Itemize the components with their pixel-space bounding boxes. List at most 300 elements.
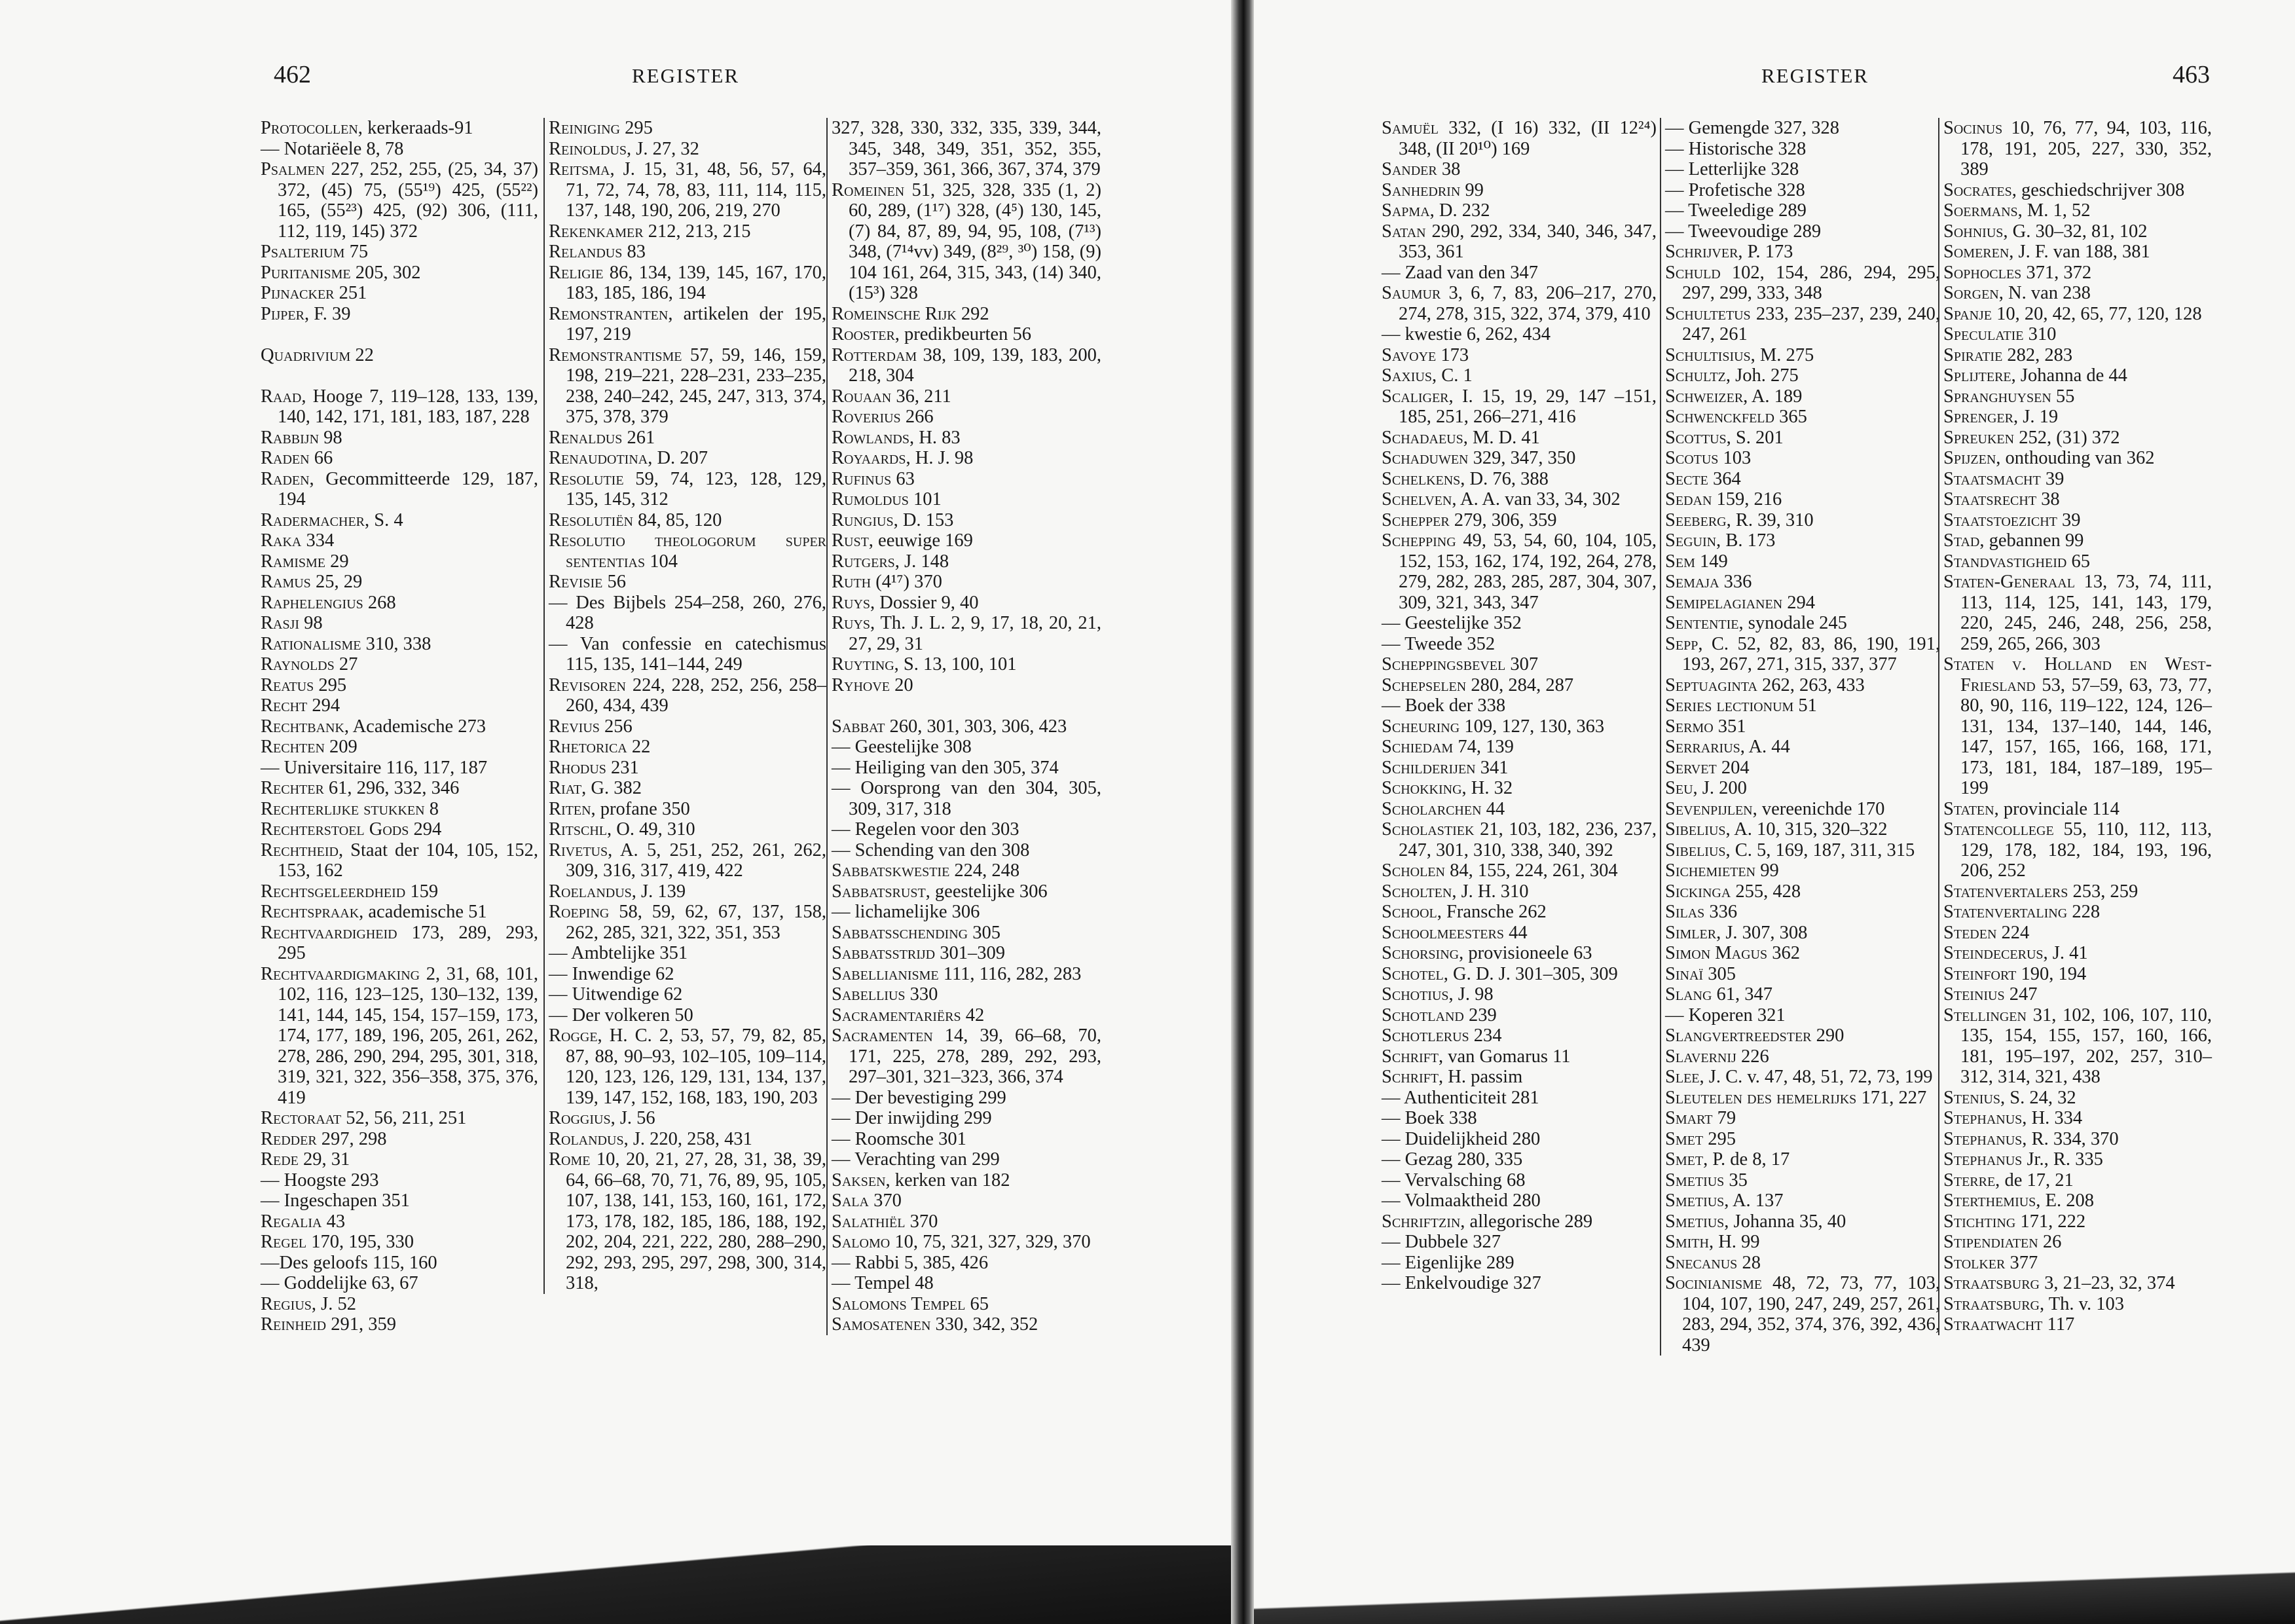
entry-heading: Rabbijn — [261, 427, 320, 448]
entry-references: 301–309 — [935, 943, 1005, 963]
entry-heading: Reitsma, — [549, 159, 615, 179]
entry-references: 39 — [2057, 509, 2081, 530]
entry-references: 307 — [1505, 654, 1539, 674]
index-entry — [261, 1108, 538, 1129]
entry-references: — Duidelijkheid 280 — [1382, 1128, 1541, 1149]
entry-heading: Saksen, — [832, 1170, 890, 1190]
entry-heading: Redder — [261, 1128, 317, 1149]
entry-references: 362 — [1767, 943, 1800, 963]
entry-references: 290 — [1811, 1025, 1845, 1046]
index-entry — [1665, 242, 1940, 263]
letter-section-gap — [261, 324, 538, 345]
index-entry — [1665, 1253, 1940, 1274]
entry-references: 56 — [602, 572, 626, 592]
entry-heading: Spijzen, — [1943, 448, 2001, 468]
entry-references: E. 208 — [2040, 1190, 2094, 1211]
index-entry — [1943, 1170, 2212, 1191]
entry-references: Jr., R. 335 — [2022, 1149, 2103, 1170]
entry-references: H. 32 — [1466, 778, 1513, 798]
entry-references: — Roomsche 301 — [832, 1128, 966, 1149]
entry-references: 171, 227 — [1856, 1087, 1927, 1108]
entry-heading: Seeberg, — [1665, 509, 1731, 530]
entry-references: — Uitwendige 62 — [549, 984, 683, 1005]
index-entry — [549, 819, 826, 840]
entry-heading: Ritschl, — [549, 819, 612, 840]
index-entry — [261, 675, 538, 696]
index-entry — [1382, 964, 1657, 985]
index-entry — [1943, 1129, 2212, 1150]
entry-heading: Reinheid — [261, 1314, 327, 1335]
entry-heading: Sabellius — [832, 984, 906, 1005]
index-entry — [1943, 263, 2212, 284]
entry-references: 103 — [1718, 448, 1752, 468]
entry-heading: Servet — [1665, 757, 1717, 778]
entry-heading: Schadaeus, — [1382, 427, 1468, 448]
index-entry — [549, 448, 826, 469]
index-entry — [832, 881, 1101, 902]
entry-heading: Schelven, — [1382, 489, 1457, 509]
index-entry — [1665, 365, 1940, 386]
entry-references: A. 137 — [1729, 1190, 1784, 1211]
entry-references: H. passim — [1443, 1067, 1523, 1087]
entry-heading: Staatsrecht — [1943, 489, 2037, 509]
entry-references: 173, 289, 293, 295 — [278, 922, 538, 963]
entry-references: J. 41 — [2047, 943, 2088, 963]
entry-references: 310 — [2023, 324, 2057, 344]
entry-references: 86, 134, 139, 145, 167, 170, 183, 185, 186, 194 — [566, 262, 826, 303]
entry-references: J. 15, 31, 48, 56, 57, 64, 71, 72, 74, 78, 83, 111, 114, 115, 137, 148, 190, 206, 219, 270 — [566, 159, 826, 221]
entry-references: 48, 72, 73, 77, 103, 104, 107, 190, 247, 249, 257, 261, 283, 294, 352, 374, 376, 392, 436, 439 — [1682, 1273, 1940, 1356]
index-entry — [1382, 1129, 1657, 1150]
entry-heading: Roeping — [549, 902, 610, 922]
entry-references: 294 — [307, 695, 340, 716]
entry-heading: Rasji — [261, 613, 300, 633]
index-entry — [549, 902, 826, 943]
index-entry — [1943, 572, 2212, 654]
entry-heading: Ruys, — [832, 592, 875, 613]
entry-references: 53, 57–59, 63, 73, 77, 80, 90, 116, 119–122, 124, 126–131, 134, 137–140, 144, 146, 147, 157, 165, 166, 168, 171, 173, 181, 184, 187–189, 195–199 — [1960, 674, 2212, 798]
index-entry — [1665, 737, 1940, 758]
index-entry — [549, 984, 826, 1005]
index-entry — [261, 1314, 538, 1335]
index-entry — [549, 840, 826, 881]
entry-heading: Smetius — [1665, 1170, 1725, 1190]
index-entry — [261, 345, 538, 366]
entry-heading: Scholarchen — [1382, 798, 1482, 819]
index-entry — [832, 1129, 1101, 1150]
entry-references: P. de 8, 17 — [1708, 1149, 1790, 1170]
entry-heading: Sala — [832, 1190, 869, 1211]
entry-references: 102, 154, 286, 294, 295, 297, 299, 333, 348 — [1682, 262, 1940, 303]
entry-heading: Stichting — [1943, 1211, 2016, 1232]
entry-heading: Resolutiën — [549, 509, 633, 530]
index-entry — [261, 428, 538, 449]
index-entry — [1665, 799, 1940, 820]
entry-references: 279, 306, 359 — [1449, 509, 1557, 530]
index-entry — [1382, 1067, 1657, 1088]
entry-references: 224, 228, 252, 256, 258–260, 434, 439 — [566, 674, 826, 716]
entry-heading: Schrijver, — [1665, 242, 1743, 262]
entry-heading: Sedan — [1665, 489, 1712, 509]
entry-heading: Rhetorica — [549, 737, 627, 757]
entry-heading: Spreuken — [1943, 427, 2015, 448]
entry-references: 22 — [627, 737, 651, 757]
entry-heading: Semipelagianen — [1665, 592, 1783, 613]
entry-references: H. C. 2, 53, 57, 79, 82, 85, 87, 88, 90–93, 102–105, 109–114, 120, 123, 126, 129, 131, 134, 137, 139, 147, 152, 168, 183, 190, 203 — [566, 1025, 826, 1108]
entry-references: 57, 59, 146, 159, 198, 219–221, 228–231, 233–235, 238, 240–242, 245, 247, 313, 374, 375, 378, 379 — [566, 344, 826, 427]
entry-references: artikelen der 195, 197, 219 — [566, 303, 826, 344]
entry-references: — Verachting van 299 — [832, 1149, 1000, 1170]
index-entry — [1665, 159, 1940, 180]
index-entry — [1382, 1170, 1657, 1191]
entry-references: —Des geloofs 115, 160 — [261, 1252, 437, 1273]
index-entry — [1382, 1025, 1657, 1046]
entry-references: 99 — [1460, 179, 1484, 200]
entry-heading: Ramus — [261, 572, 311, 592]
entry-references: — Goddelijke 63, 67 — [261, 1273, 418, 1293]
entry-references: 228 — [2067, 902, 2101, 922]
entry-references: 159, 216 — [1712, 489, 1782, 509]
entry-heading: Sapma, — [1382, 200, 1435, 221]
index-entry — [832, 1088, 1101, 1109]
entry-references: 74, 139 — [1453, 737, 1514, 757]
entry-references: 79 — [1712, 1108, 1736, 1128]
entry-references: — Vervalsching 68 — [1382, 1170, 1526, 1190]
entry-references: 98 — [319, 427, 342, 448]
index-entry — [832, 902, 1101, 923]
entry-heading: Schotland — [1382, 1005, 1464, 1025]
entry-heading: Scholten, — [1382, 881, 1457, 902]
entry-references: vereenichde 170 — [1757, 798, 1885, 819]
entry-references: 233, 235–237, 239, 240, 247, 261 — [1682, 303, 1940, 344]
entry-heading: Smetius, — [1665, 1211, 1729, 1232]
entry-heading: Sinaï — [1665, 963, 1704, 984]
entry-references: B. 173 — [1721, 530, 1776, 551]
index-entry — [1943, 510, 2212, 531]
index-entry — [1665, 716, 1940, 737]
entry-references: J. 56 — [615, 1108, 655, 1128]
index-entry — [261, 799, 538, 820]
index-entry — [261, 716, 538, 737]
index-entry — [1382, 1005, 1657, 1026]
index-entry — [261, 695, 538, 716]
index-entry — [1943, 1253, 2212, 1274]
entry-references: S. 4 — [369, 509, 403, 530]
entry-heading: Rolandus, — [549, 1128, 629, 1149]
index-entry — [261, 551, 538, 572]
index-entry — [1665, 881, 1940, 902]
entry-references: — lichamelijke 306 — [832, 902, 980, 922]
entry-references: J. H. 310 — [1456, 881, 1529, 902]
index-entry — [261, 758, 538, 779]
entry-heading: Reiniging — [549, 118, 620, 138]
entry-heading: Ruyting, — [832, 654, 899, 674]
index-entry — [1665, 489, 1940, 510]
index-entry — [1665, 943, 1940, 964]
entry-references: 204 — [1716, 757, 1750, 778]
index-entry — [832, 716, 1101, 737]
entry-references: geschiedschrijver 308 — [2016, 179, 2185, 200]
entry-heading: Raden — [261, 448, 310, 468]
index-entry — [549, 304, 826, 345]
entry-references: 2, 31, 68, 101, 102, 116, 123–125, 130–132, 139, 141, 144, 145, 154, 157–159, 173, 174, 177, 189, 196, 205, 261, 262, 278, 286, 290, 294, 295, 301, 318, 319, 321, 322, 356–358, 375, 376, 419 — [278, 963, 538, 1108]
entry-references: 10, 76, 77, 94, 103, 116, 178, 191, 205, 227, 330, 352, 389 — [1960, 118, 2212, 179]
index-entry — [261, 737, 538, 758]
index-entry — [832, 428, 1101, 449]
entry-references: D. 207 — [652, 448, 708, 468]
index-entry — [1382, 881, 1657, 902]
entry-references: N. van 238 — [2003, 283, 2091, 303]
index-entry — [1943, 448, 2212, 469]
entry-heading: Schrift, — [1382, 1067, 1444, 1087]
entry-heading: Raad, — [261, 386, 306, 407]
index-entry — [1665, 675, 1940, 696]
entry-heading: Schelkens, — [1382, 468, 1465, 489]
entry-references: 226 — [1736, 1046, 1769, 1067]
entry-references: synodale 245 — [1743, 613, 1847, 633]
index-entry — [1943, 304, 2212, 325]
index-entry — [1665, 634, 1940, 675]
index-entry — [549, 572, 826, 593]
entry-heading: Seu, — [1665, 778, 1698, 798]
entry-references: 231 — [606, 757, 639, 778]
entry-heading: Sacramenten — [832, 1025, 933, 1046]
running-title: REGISTER — [632, 64, 740, 87]
entry-references: 10, 20, 21, 27, 28, 31, 38, 39, 64, 66–68, 70, 71, 76, 89, 95, 105, 107, 138, 141, 153, 160, 161, 172, 173, 178, 182, 185, 186, 188, 192, 202, 204, 221, 222, 280, 288–290, 292, 293, 295, 297, 298, 300, 314, 318, — [566, 1149, 826, 1293]
entry-references: 39 — [2040, 468, 2065, 489]
index-entry — [1943, 1088, 2212, 1109]
entry-references: 341 — [1475, 757, 1509, 778]
index-entry — [832, 1232, 1101, 1253]
entry-heading: Revius — [549, 716, 600, 737]
index-entry — [261, 263, 538, 284]
index-entry — [261, 1190, 538, 1211]
entry-references: C. 1 — [1437, 365, 1473, 386]
entry-references: 266 — [900, 407, 934, 427]
index-entry — [1943, 654, 2212, 799]
entry-references: 28 — [1737, 1252, 1761, 1273]
index-entry — [261, 139, 538, 160]
index-entry — [1943, 1108, 2212, 1129]
index-entry — [1665, 593, 1940, 614]
index-entry — [549, 778, 826, 799]
entry-heading: Raynolds — [261, 654, 335, 674]
entry-heading: Schultz, — [1665, 365, 1731, 386]
entry-heading: Staatstoezicht — [1943, 509, 2057, 530]
index-entry — [1665, 902, 1940, 923]
index-entry — [832, 1273, 1101, 1294]
entry-references: 98 — [299, 613, 323, 633]
entry-references: 224, 248 — [949, 860, 1020, 881]
entry-references: 370 — [868, 1190, 902, 1211]
entry-heading: Schilderijen — [1382, 757, 1476, 778]
entry-heading: Protocollen, — [261, 118, 363, 138]
index-entry — [1665, 778, 1940, 799]
index-entry — [261, 159, 538, 242]
index-entry — [832, 593, 1101, 614]
entry-heading: Samosatenen — [832, 1314, 931, 1335]
index-entry — [1943, 881, 2212, 902]
index-entry — [1382, 819, 1657, 860]
entry-heading: Spranghuysen — [1943, 386, 2051, 407]
entry-references: — Van confessie en catechismus 115, 135, 141–144, 249 — [549, 633, 826, 674]
entry-heading: Rouaan — [832, 386, 892, 407]
entry-references: Gecommitteerde 129, 187, 194 — [278, 468, 538, 509]
entry-references: Th. J. L. 2, 9, 17, 18, 20, 21, 27, 29, 31 — [849, 613, 1101, 654]
entry-references: 25, 29 — [310, 572, 363, 592]
index-entry — [832, 469, 1101, 490]
index-entry — [1382, 1108, 1657, 1129]
entry-references: 294 — [1782, 592, 1816, 613]
index-entry — [1943, 407, 2212, 428]
entry-references: 255, 428 — [1731, 881, 1801, 902]
entry-references: — Der bevestiging 299 — [832, 1087, 1006, 1108]
entry-heading: Smet, — [1665, 1149, 1708, 1170]
entry-references: 63 — [891, 468, 915, 489]
entry-heading: Steinfort — [1943, 963, 2017, 984]
index-entry — [1665, 1025, 1940, 1046]
entry-references: H. 83 — [914, 427, 961, 448]
entry-heading: Romeinen — [832, 179, 905, 200]
entry-heading: Regius, — [261, 1293, 317, 1314]
entry-references: 8 — [424, 798, 439, 819]
index-entry — [1382, 448, 1657, 469]
index-entry — [1943, 1190, 2212, 1211]
entry-heading: Septuaginta — [1665, 674, 1757, 695]
entry-heading: Schoolmeesters — [1382, 922, 1504, 943]
entry-references: 256 — [599, 716, 633, 737]
index-entry — [1665, 469, 1940, 490]
index-entry — [832, 118, 1101, 180]
entry-heading: Sabbatsstrijd — [832, 943, 936, 963]
entry-references: Staat der 104, 105, 152, 153, 162 — [278, 840, 538, 881]
entry-references: J. 307, 308 — [1721, 922, 1808, 943]
index-entry — [549, 1005, 826, 1026]
entry-heading: Ramisme — [261, 551, 326, 572]
entry-heading: Someren, — [1943, 242, 2014, 262]
entry-references: 173 — [1436, 344, 1469, 365]
index-entry — [1943, 799, 2212, 820]
entry-references: 364 — [1708, 468, 1741, 489]
entry-heading: Remonstrantisme — [549, 344, 682, 365]
entry-references: A. 189 — [1748, 386, 1803, 407]
entry-references: J. C. v. 47, 48, 51, 72, 73, 199 — [1704, 1067, 1933, 1087]
entry-heading: Rectoraat — [261, 1108, 342, 1128]
entry-heading: Smart — [1665, 1108, 1713, 1128]
index-entry — [1382, 180, 1657, 201]
entry-heading: Semaja — [1665, 572, 1719, 592]
index-entry — [1382, 510, 1657, 531]
index-entry — [261, 386, 538, 428]
entry-references: — Hoogste 293 — [261, 1170, 379, 1190]
index-entry — [832, 1170, 1101, 1191]
entry-references: 58, 59, 62, 67, 137, 158, 262, 285, 321, 322, 351, 353 — [566, 902, 826, 943]
entry-references: 111, 116, 282, 283 — [938, 963, 1082, 984]
entry-references: predikbeurten 56 — [899, 324, 1031, 344]
entry-references: 268 — [363, 592, 396, 613]
entry-references: J. 19 — [2018, 407, 2059, 427]
entry-heading: Scotus — [1665, 448, 1719, 468]
index-entry — [1665, 530, 1940, 551]
entry-references: F. 39 — [309, 303, 351, 324]
entry-references: M. 275 — [1755, 344, 1814, 365]
entry-references: 291, 359 — [326, 1314, 396, 1335]
index-entry — [549, 345, 826, 428]
entry-references: 38 — [2036, 489, 2060, 509]
entry-references: 43 — [321, 1211, 346, 1232]
index-entry — [1943, 386, 2212, 407]
entry-references: Fransche 262 — [1441, 902, 1547, 922]
entry-references: de 17, 21 — [2000, 1170, 2074, 1190]
entry-heading: Rationalisme — [261, 633, 361, 654]
index-entry — [549, 263, 826, 304]
entry-references: 329, 347, 350 — [1468, 448, 1576, 468]
entry-references: A. A. van 33, 34, 302 — [1456, 489, 1621, 509]
index-entry — [261, 840, 538, 881]
entry-references: 305 — [1703, 963, 1736, 984]
entry-references: 212, 213, 215 — [643, 221, 751, 242]
index-entry — [261, 1294, 538, 1315]
index-entry — [1943, 923, 2212, 944]
entry-heading: Rechterstoel Gods — [261, 819, 409, 840]
index-entry — [832, 984, 1101, 1005]
entry-references: — Tweeledige 289 — [1665, 200, 1807, 221]
index-column — [1660, 118, 1940, 1356]
index-entry — [1665, 386, 1940, 407]
entry-references: — Rabbi 5, 385, 426 — [832, 1252, 989, 1273]
entry-heading: Simler, — [1665, 922, 1721, 943]
index-entry — [832, 943, 1101, 964]
entry-references: J. 139 — [636, 881, 686, 902]
entry-heading: Roelandus, — [549, 881, 636, 902]
entry-references: — Tempel 48 — [832, 1273, 934, 1293]
entry-heading: Seguin, — [1665, 530, 1721, 551]
entry-references: — Schending van den 308 — [832, 840, 1030, 860]
entry-references: 224 — [1996, 922, 2030, 943]
entry-heading: Straatwacht — [1943, 1314, 2043, 1335]
index-entry — [1382, 345, 1657, 366]
entry-references: 36, 211 — [891, 386, 951, 407]
index-entry — [1382, 1273, 1657, 1294]
entry-references: 52, 56, 211, 251 — [341, 1108, 467, 1128]
index-entry — [1665, 984, 1940, 1005]
index-entry — [832, 489, 1101, 510]
entry-references: 21, 103, 182, 236, 237, 247, 301, 310, 338, 340, 392 — [1399, 819, 1657, 860]
entry-heading: Rivetus, — [549, 840, 613, 860]
index-entry — [261, 304, 538, 325]
entry-heading: Rotterdam — [832, 344, 917, 365]
index-entry — [832, 840, 1101, 861]
entry-heading: Stad, — [1943, 530, 1985, 551]
index-entry — [1943, 221, 2212, 242]
entry-references: 227, 252, 255, (25, 34, 37) 372, (45) 75, (55¹⁹) 425, (55²²) 165, (55²³) 425, (92) 306, (111, 112, 119, 145) 372 — [278, 159, 538, 242]
entry-heading: Ruys, — [832, 613, 875, 633]
index-entry — [261, 510, 538, 531]
entry-references: 334 — [301, 530, 335, 551]
entry-heading: Rust, — [832, 530, 873, 551]
index-entry — [1382, 1190, 1657, 1211]
entry-heading: Ryhove — [832, 674, 890, 695]
entry-heading: Serrarius, — [1665, 737, 1745, 757]
index-entry — [832, 675, 1101, 696]
index-entry — [1943, 469, 2212, 490]
entry-references: 55 — [2051, 386, 2075, 407]
entry-references: — Oorsprong van den 304, 305, 309, 317, 318 — [832, 778, 1101, 819]
entry-references: 44 — [1503, 922, 1528, 943]
entry-references: C. 52, 82, 83, 86, 190, 191, 193, 267, 271, 315, 337, 377 — [1682, 633, 1940, 674]
entry-heading: Raphelengius — [261, 592, 363, 613]
entry-heading: Rooster, — [832, 324, 900, 344]
